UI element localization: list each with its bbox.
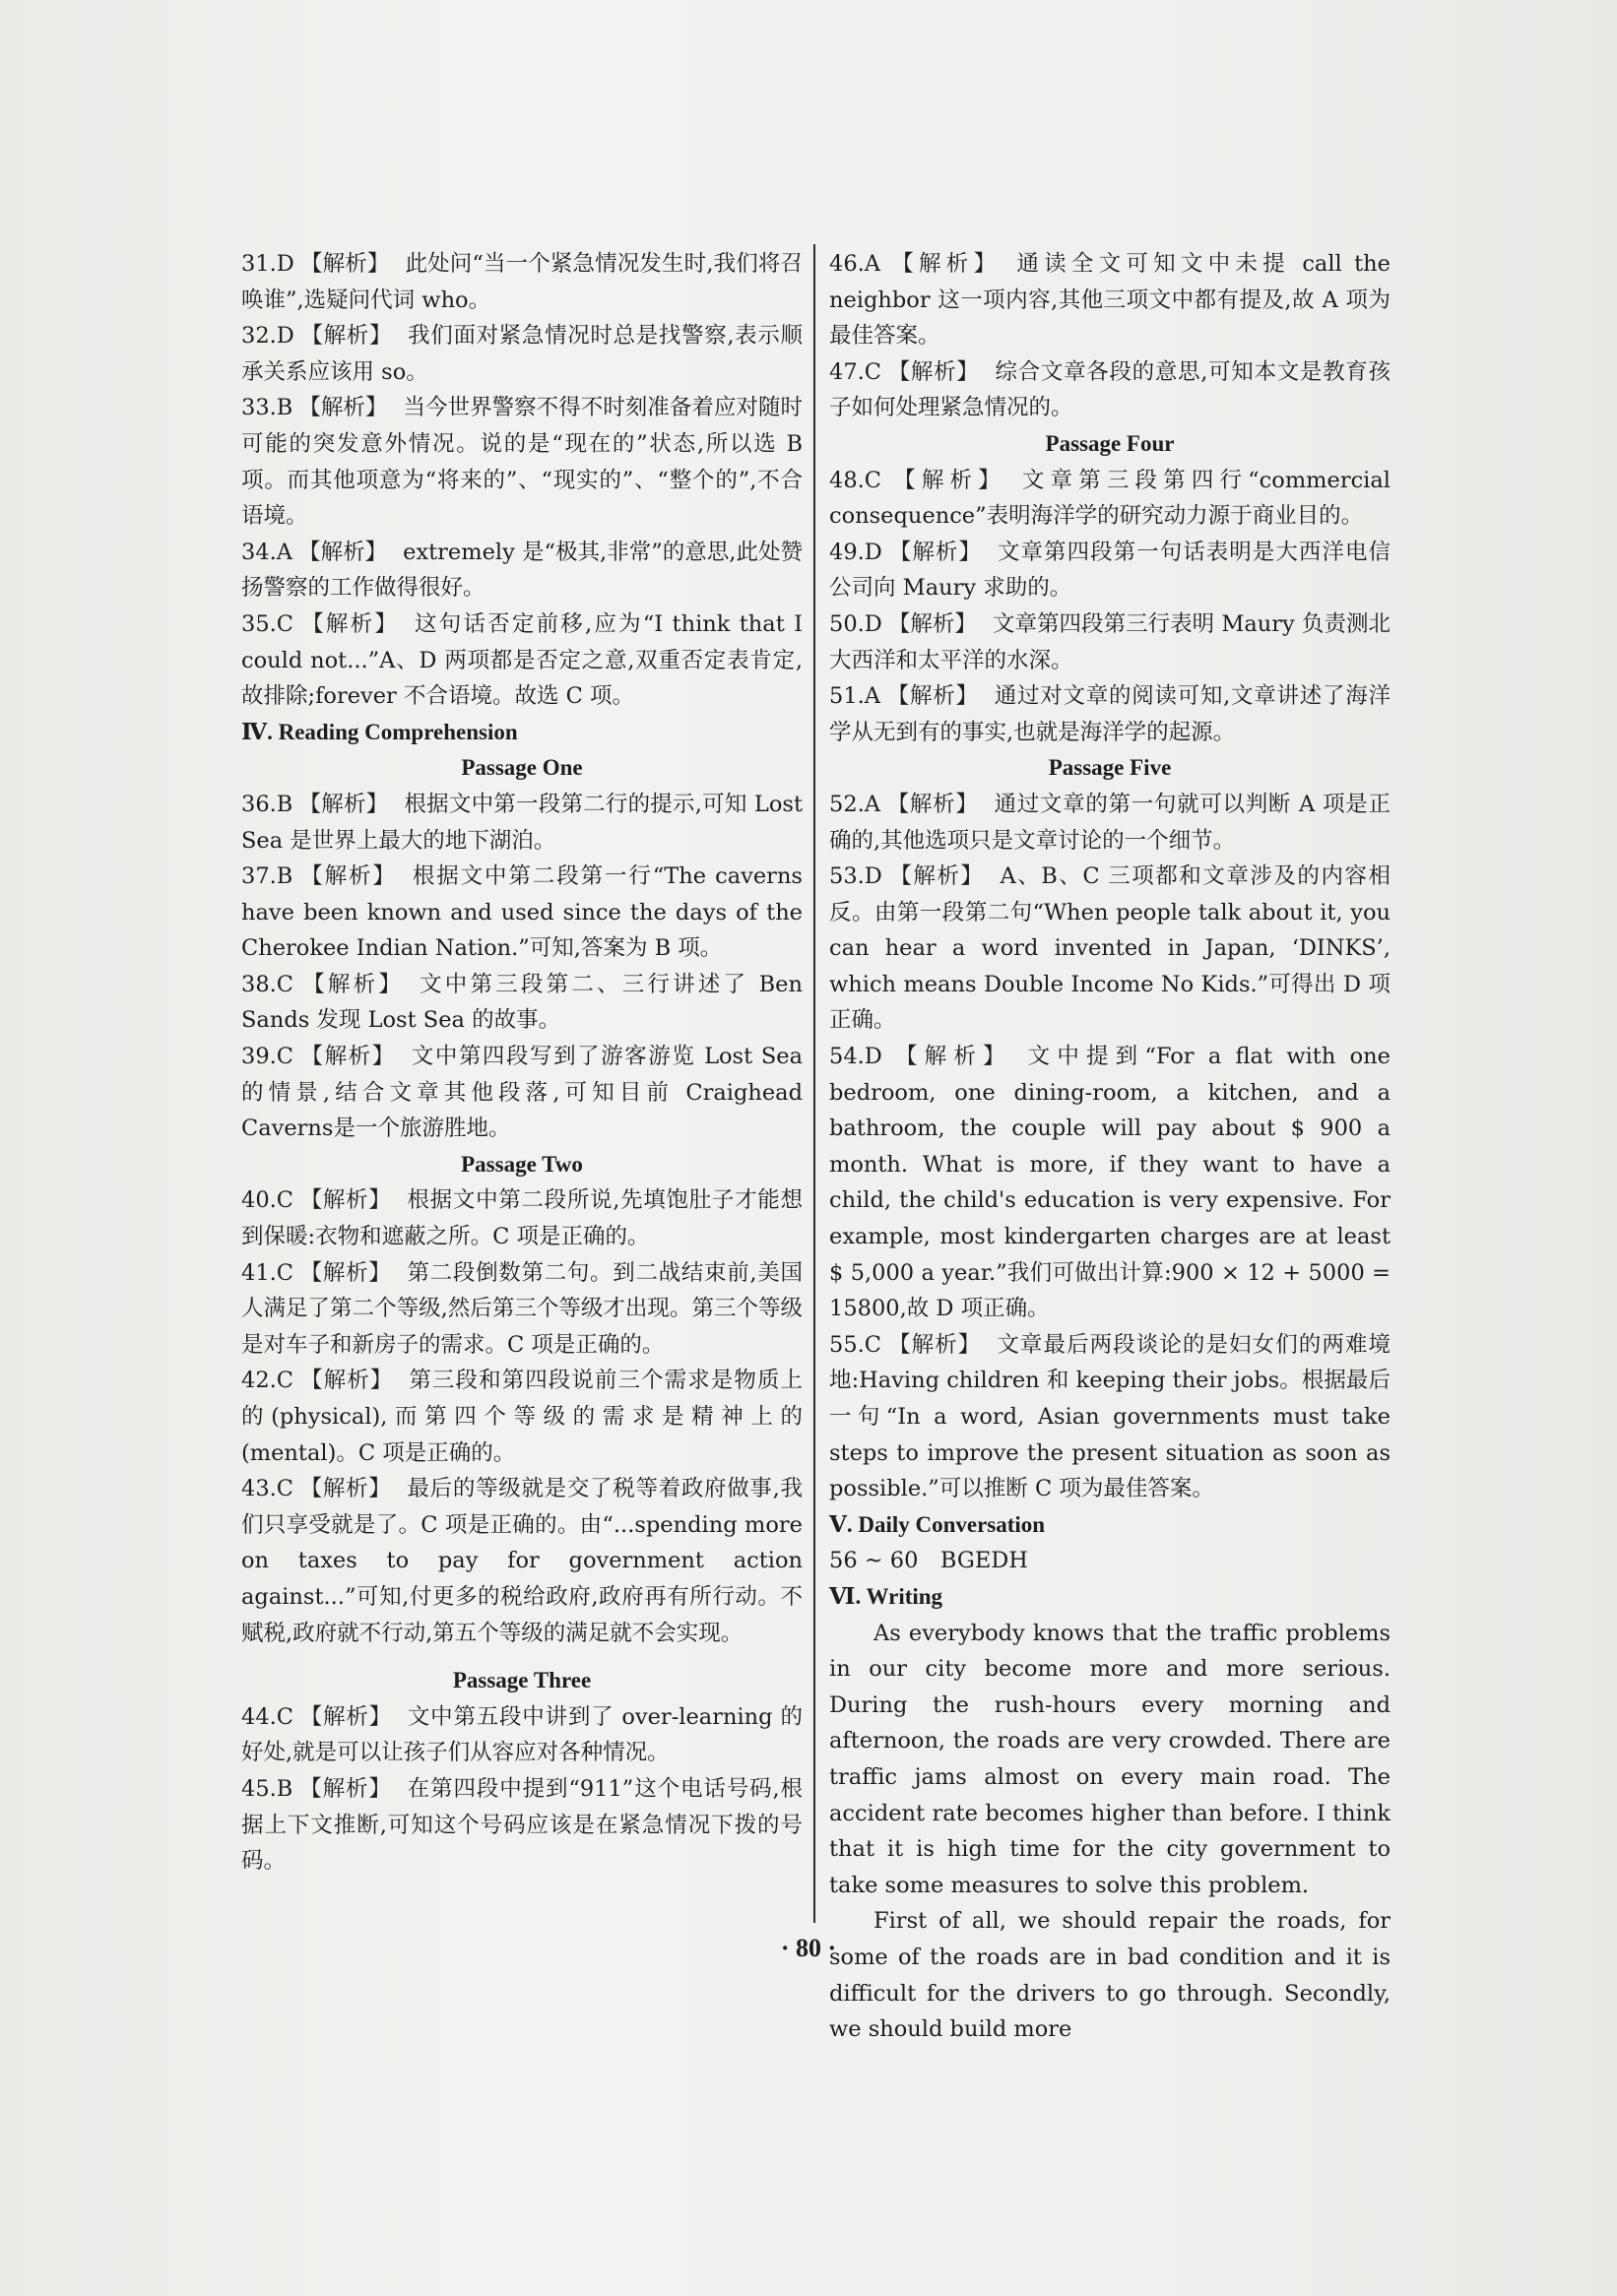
answer-explanation: 我们面对紧急情况时总是找警察,表示顺承关系应该用 so。 [241,323,803,385]
answer-explanation: 文章最后两段谈论的是妇女们的两难境地:Having children 和 keeping their jobs。根据最后一句“In a word, Asian governments must take steps to improve the present situation as soon as possible.”可以推断 C 项为最佳答案。 [829,1331,1391,1502]
analysis-tag: 【解析】 [299,1476,392,1502]
answer-explanation: 文章第三段第四行“commercial consequence”表明海洋学的研究动力源于商业目的。 [829,467,1391,530]
answer-number: 48.C [829,467,881,493]
answer-item [241,1363,803,1471]
answer-number: 50.D [829,610,882,637]
answer-number: 44.C [241,1703,293,1730]
analysis-tag: 【解析】 [298,395,388,421]
answer-item [241,1699,803,1771]
right-column [829,246,1391,2048]
answer-item [241,606,803,715]
answer-explanation: 此处问“当一个紧急情况发生时,我们将召唤谁”,选疑问代词 who。 [241,251,803,313]
answer-number: 51.A [829,683,881,710]
left-column [241,246,803,1880]
answer-number: 45.B [241,1775,293,1802]
answer-number: 53.D [829,863,882,890]
analysis-tag: 【解析】 [887,467,1006,493]
answer-number: 54.D [829,1044,882,1070]
analysis-tag: 【解析】 [299,1259,392,1286]
answer-explanation: 通过对文章的阅读可知,文章讲述了海洋学从无到有的事实,也就是海洋学的起源。 [829,683,1391,745]
analysis-tag: 【解析】 [887,358,980,385]
answer-number: 43.C [241,1476,293,1502]
section-heading-reading: Ⅳ. Reading Comprehension [241,719,518,744]
analysis-tag: 【解析】 [299,971,405,997]
analysis-tag: 【解析】 [887,610,977,637]
answer-item [829,678,1391,750]
passage-three-heading: Passage Three [452,1668,592,1693]
analysis-tag: 【解析】 [299,1368,394,1394]
answer-number: 40.C [241,1187,293,1214]
answer-explanation: 在第四段中提到“911”这个电话号码,根据上下文推断,可知这个号码应该是在紧急情况下拨的号码。 [241,1775,803,1875]
answer-item [829,535,1391,606]
answer-item [829,859,1391,1039]
answer-item [829,354,1391,426]
answer-number: 31.D [241,251,294,277]
answer-group-36-39 [241,787,803,1147]
answer-explanation: 通读全文可知文中未提 call the neighbor 这一项内容,其他三项文中都有提及,故 A 项为最佳答案。 [829,251,1391,350]
answer-number: 38.C [241,971,293,997]
answer-number: 35.C [241,610,293,637]
answer-group-46-47 [829,246,1391,426]
answer-item [241,246,803,318]
analysis-tag: 【解析】 [886,251,1002,277]
answer-explanation: 当今世界警察不得不时刻准备着应对随时可能的突发意外情况。说的是“现在的”状态,所以选 B 项。而其他项意为“将来的”、“现实的”、“整个的”,不合语境。 [241,395,803,530]
answer-item [829,1327,1391,1507]
answer-item [829,1039,1391,1327]
answer-number: 33.B [241,395,293,421]
answer-number: 41.C [241,1259,293,1286]
answer-item [241,535,803,606]
answer-explanation: 根据文中第一段第二行的提示,可知 Lost Sea 是世界上最大的地下湖泊。 [241,791,803,854]
answer-item [241,967,803,1039]
answer-explanation: 根据文中第二段第一行“The caverns have been known and used since the days of the Cherokee Indian Nation.”可知,答案为 B 项。 [241,863,803,962]
answer-item [829,606,1391,678]
analysis-tag: 【解析】 [298,1775,392,1802]
answer-item [241,1039,803,1147]
analysis-tag: 【解析】 [887,1044,1012,1070]
answer-group-40-43 [241,1182,803,1651]
analysis-tag: 【解析】 [299,610,400,637]
section-heading-writing: Ⅵ. Writing [829,1583,943,1609]
answer-number: 36.B [241,791,293,817]
answer-explanation: 文中第五段中讲到了 over-learning 的好处,就是可以让孩子们从容应对各种情况。 [241,1703,803,1766]
answer-number: 55.C [829,1331,881,1358]
analysis-tag: 【解析】 [299,1044,396,1070]
answer-number: 46.A [829,251,881,277]
answer-group-31-35 [241,246,803,715]
answer-group-48-51 [829,463,1391,751]
answer-explanation: 根据文中第二段所说,先填饱肚子才能想到保暖:衣物和遮蔽之所。C 项是正确的。 [241,1187,803,1250]
answer-number: 32.D [241,323,294,350]
answer-explanation: 文章第四段第一句话表明是大西洋电信公司向 Maury 求助的。 [829,539,1391,602]
page-number: · 80 · [780,1934,837,1962]
passage-five-heading: Passage Five [1048,755,1172,781]
analysis-tag: 【解析】 [298,863,397,890]
answer-number: 39.C [241,1044,293,1070]
writing-paragraph: As everybody knows that the traffic problems in our city become more and more serious. During the rush-hours every morning and afternoon, the roads are very crowded. There are traffic jams almost on every main road. The accident rate becomes higher than before. I think that it is high time for the city government to take some measures to solve this problem. [829,1620,1391,1898]
answer-item [241,859,803,967]
passage-four-heading: Passage Four [1045,430,1175,456]
answer-explanation: 通过文章的第一句就可以判断 A 项是正确的,其他选项只是文章讨论的一个细节。 [829,791,1391,854]
answer-number: 34.A [241,539,293,565]
answer-explanation: 文中第三段第二、三行讲述了 Ben Sands 发现 Lost Sea 的故事。 [241,971,803,1034]
answer-item [241,1182,803,1254]
answer-item [829,246,1391,354]
answer-number: 37.B [241,863,293,890]
answer-explanation: 文中提到“For a flat with one bedroom, one dining-room, a kitchen, and a bathroom, the couple will pay about $ 900 a month. What is more, if they want to have a child, the child's education is very expensive. For example, most kindergarten charges are at least $ 5,000 a year.”我们可做出计算:900 × 12 + 5000 = 15800,故 D 项正确。 [829,1044,1391,1322]
answer-explanation: 最后的等级就是交了税等着政府做事,我们只享受就是了。C 项是正确的。由“...spending more on taxes to pay for government action against...”可知,付更多的税给政府,政府再有所行动。不赋税,政府就不行动,第五个等级的满足就不会实现。 [241,1476,803,1646]
analysis-tag: 【解析】 [887,1331,982,1358]
analysis-tag: 【解析】 [887,539,982,565]
analysis-tag: 【解析】 [299,323,393,350]
answer-number: 52.A [829,791,881,817]
analysis-tag: 【解析】 [298,791,389,817]
answer-item [241,1255,803,1364]
answer-item [829,463,1391,535]
analysis-tag: 【解析】 [298,539,388,565]
answer-item [241,390,803,534]
analysis-tag: 【解析】 [299,251,390,277]
answer-item [241,1471,803,1651]
answer-item [241,1771,803,1880]
answer-group-52-55 [829,787,1391,1507]
answers-56-60: 56 ~ 60 BGEDH [829,1548,1028,1574]
passage-one-heading: Passage One [461,755,583,781]
answer-group-44-45 [241,1699,803,1880]
analysis-tag: 【解析】 [886,683,979,710]
analysis-tag: 【解析】 [887,863,985,890]
answer-explanation: A、B、C 三项都和文章涉及的内容相反。由第一段第二句“When people talk about it, you can hear a word invented in Japan, ‘DINKS’, which means Double Income No Kids.”可得出 D 项正确。 [829,863,1391,1034]
analysis-tag: 【解析】 [299,1703,392,1730]
column-divider [813,244,815,1923]
answer-explanation: 这句话否定前移,应为“I think that I could not...”A、D 两项都是否定之意,双重否定表肯定,故排除;forever 不合语境。故选 C 项。 [241,610,803,710]
answer-explanation: 第二段倒数第二句。到二战结束前,美国人满足了第二个等级,然后第三个等级才出现。第三个等级是对车子和新房子的需求。C 项是正确的。 [241,1259,803,1358]
answer-explanation: 文中第四段写到了游客游览 Lost Sea 的情景,结合文章其他段落,可知目前 Craighead Caverns是一个旅游胜地。 [241,1044,803,1142]
answer-number: 42.C [241,1368,293,1394]
answer-number: 47.C [829,358,881,385]
answer-item [241,318,803,390]
passage-two-heading: Passage Two [461,1151,583,1177]
writing-paragraph: First of all, we should repair the roads, for some of the roads are in bad condition and it is difficult for the drivers to go through. Secondly, we should build more [829,1908,1391,2043]
answer-item [241,787,803,859]
answer-explanation: 综合文章各段的意思,可知本文是教育孩子如何处理紧急情况的。 [829,358,1391,421]
answer-item [829,787,1391,859]
answer-number: 49.D [829,539,882,565]
section-heading-daily-conversation: Ⅴ. Daily Conversation [829,1511,1046,1537]
answer-explanation: extremely 是“极其,非常”的意思,此处赞扬警察的工作做得很好。 [241,539,803,602]
analysis-tag: 【解析】 [886,791,979,817]
answer-explanation: 文章第四段第三行表明 Maury 负责测北大西洋和太平洋的水深。 [829,610,1391,673]
analysis-tag: 【解析】 [299,1187,392,1214]
answer-explanation: 第三段和第四段说前三个需求是物质上的(physical),而第四个等级的需求是精神上的(mental)。C 项是正确的。 [241,1368,803,1466]
